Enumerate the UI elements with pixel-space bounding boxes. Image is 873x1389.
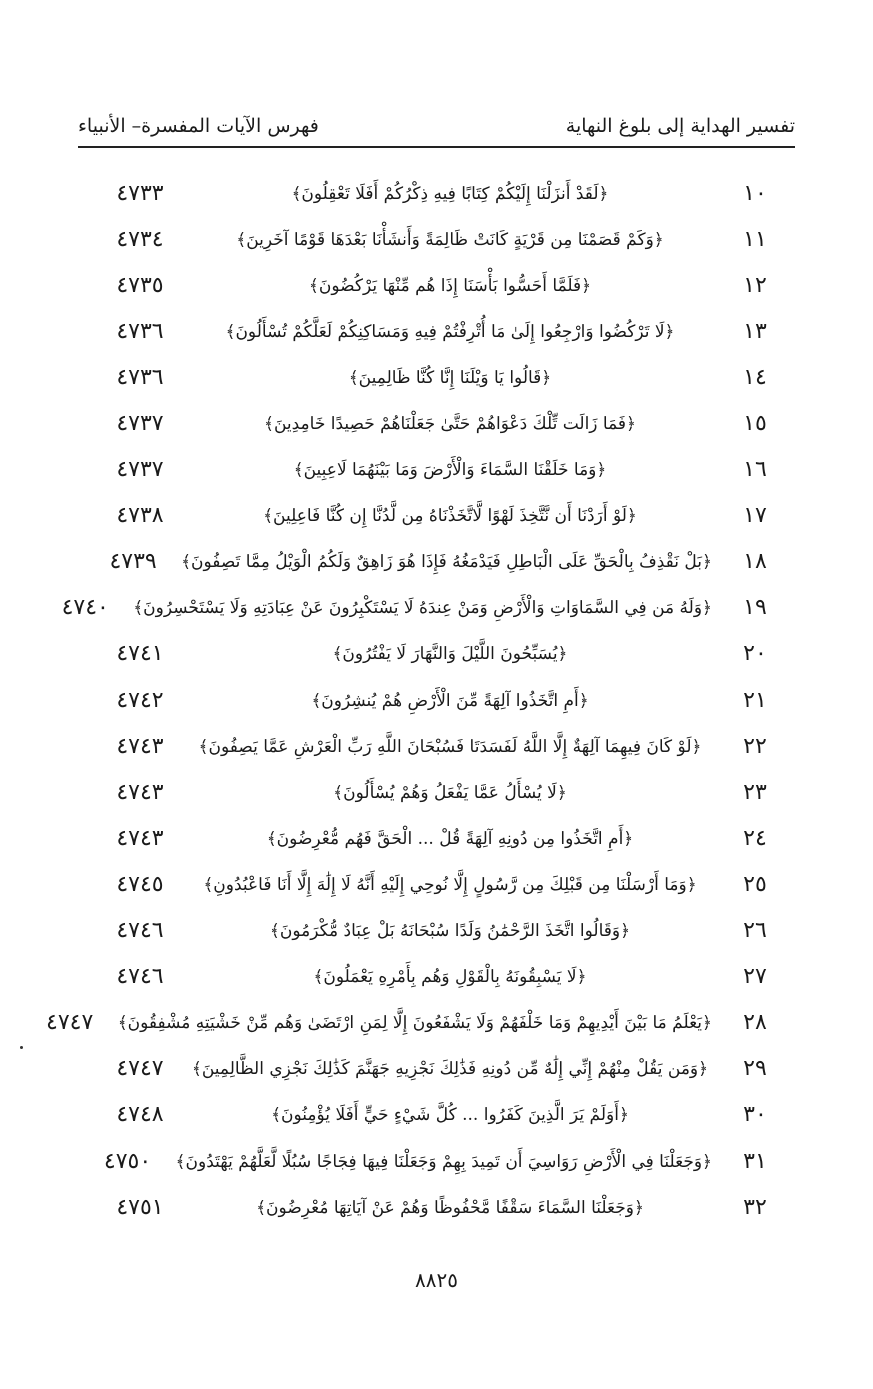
page-number: ٨٨٢٥ [415, 1268, 458, 1292]
verse-text: ﴿وَلَهُ مَن فِي السَّمَاوَاتِ وَالْأَرْضِ وَمَنْ عِندَهُ لَا يَسْتَكْبِرُونَ عَنْ عِبَادَتِهِ وَلَا يَسْتَحْسِرُونَ﴾ [133, 598, 712, 619]
verse-text: ﴿فَلَمَّا أَحَسُّوا بَأْسَنَا إِذَا هُم مِّنْهَا يَرْكُضُونَ﴾ [308, 275, 592, 296]
section-title: فهرس الآيات المفسرة– الأنبياء [78, 115, 319, 137]
verse-text: ﴿يُسَبِّحُونَ اللَّيْلَ وَالنَّهَارَ لَا يَفْتُرُونَ﴾ [332, 644, 568, 665]
page-reference: ٤٧٣٦ [116, 364, 164, 390]
verse-number: ٣٢ [743, 1194, 767, 1220]
verse-number: ٢٠ [743, 641, 767, 667]
page-reference: ٤٧٣٧ [116, 457, 164, 483]
margin-dot [20, 1046, 23, 1049]
index-row [100, 308, 790, 354]
index-row [100, 354, 790, 400]
verse-number: ١٢ [743, 272, 767, 298]
page-reference: ٤٧٤٧ [116, 1056, 164, 1082]
page-reference: ٤٧٤٥ [116, 871, 164, 897]
verse-number: ٢٧ [743, 964, 767, 990]
verse-number: ١٤ [743, 364, 767, 390]
page-reference: ٤٧٣٨ [116, 503, 164, 529]
verse-text: ﴿وَجَعَلْنَا السَّمَاءَ سَقْفًا مَّحْفُوظًا وَهُمْ عَنْ آيَاتِهَا مُعْرِضُونَ﴾ [256, 1197, 644, 1218]
page-reference: ٤٧٣٧ [116, 411, 164, 437]
verse-text: ﴿قَالُوا يَا وَيْلَنَا إِنَّا كُنَّا ظَالِمِينَ﴾ [348, 367, 552, 388]
index-row [100, 723, 790, 769]
page-reference: ٤٧٤٣ [116, 779, 164, 805]
verse-text: ﴿وَقَالُوا اتَّخَذَ الرَّحْمَٰنُ وَلَدًا سُبْحَانَهُ بَلْ عِبَادٌ مُّكْرَمُونَ﴾ [269, 921, 631, 942]
page-reference: ٤٧٤٨ [116, 1102, 164, 1128]
index-row [100, 1092, 790, 1138]
page-reference: ٤٧٣٩ [109, 549, 157, 575]
page-reference: ٤٧٤٢ [116, 687, 164, 713]
page-reference: ٤٧٤٧ [46, 1010, 94, 1036]
verse-number: ٣٠ [743, 1102, 767, 1128]
index-row [100, 954, 790, 1000]
verse-number: ٢١ [743, 687, 767, 713]
index-row [100, 400, 790, 446]
page-reference: ٤٧٣٣ [116, 180, 164, 206]
index-row [100, 539, 790, 585]
verse-number: ٢٩ [743, 1056, 767, 1082]
page-reference: ٤٧٤٣ [116, 733, 164, 759]
verse-text: ﴿وَمَا خَلَقْنَا السَّمَاءَ وَالْأَرْضَ وَمَا بَيْنَهُمَا لَاعِبِينَ﴾ [293, 460, 607, 481]
verse-index-table [46, 170, 790, 1230]
index-row [100, 262, 790, 308]
page-reference: ٤٧٥٠ [103, 1148, 152, 1174]
verse-number: ١٥ [743, 411, 767, 437]
index-row [100, 493, 790, 539]
index-row [100, 1138, 790, 1184]
index-row [100, 861, 790, 907]
verse-text: ﴿لَا تَرْكُضُوا وَارْجِعُوا إِلَىٰ مَا أُتْرِفْتُمْ فِيهِ وَمَسَاكِنِكُمْ لَعَلَّكُمْ تُسْأَلُونَ﴾ [225, 321, 675, 342]
verse-text: ﴿أَمِ اتَّخَذُوا مِن دُونِهِ آلِهَةً قُلْ ... الْحَقَّ فَهُم مُّعْرِضُونَ﴾ [266, 828, 634, 849]
page-reference: ٤٧٥١ [116, 1194, 164, 1220]
header-rule [78, 146, 795, 148]
index-row [100, 170, 790, 216]
index-row [100, 447, 790, 493]
index-row [100, 677, 790, 723]
index-row [100, 1046, 790, 1092]
verse-number: ١٨ [743, 549, 767, 575]
index-row [100, 815, 790, 861]
verse-text: ﴿لَوْ أَرَدْنَا أَن نَّتَّخِذَ لَهْوًا لَّاتَّخَذْنَاهُ مِن لَّدُنَّا إِن كُنَّا فَاعِلِينَ﴾ [263, 506, 637, 527]
verse-number: ١٠ [743, 180, 767, 206]
verse-text: ﴿وَمَا أَرْسَلْنَا مِن قَبْلِكَ مِن رَّسُولٍ إِلَّا نُوحِي إِلَيْهِ أَنَّهُ لَا إِلَٰهَ إِلَّا أَنَا فَاعْبُدُونِ﴾ [203, 874, 697, 895]
verse-number: ٢٤ [743, 825, 767, 851]
index-row [61, 585, 790, 631]
book-title: تفسير الهداية إلى بلوغ النهاية [565, 115, 795, 137]
verse-number: ٢٥ [743, 871, 767, 897]
page-reference: ٤٧٤٦ [116, 918, 164, 944]
verse-number: ١٣ [743, 318, 767, 344]
page-reference: ٤٧٤١ [116, 641, 164, 667]
page-reference: ٤٧٤٦ [116, 964, 164, 990]
verse-number: ١٦ [743, 457, 767, 483]
running-header [78, 108, 795, 144]
page-reference: ٤٧٤٠ [61, 595, 109, 621]
index-row [100, 631, 790, 677]
verse-text: ﴿أَمِ اتَّخَذُوا آلِهَةً مِّنَ الْأَرْضِ هُمْ يُنشِرُونَ﴾ [311, 690, 589, 711]
index-row [100, 908, 790, 954]
verse-text: ﴿لَا يَسْبِقُونَهُ بِالْقَوْلِ وَهُم بِأَمْرِهِ يَعْمَلُونَ﴾ [313, 967, 587, 988]
index-row [100, 769, 790, 815]
verse-number: ٢٢ [743, 733, 767, 759]
page-reference: ٤٧٤٣ [116, 825, 164, 851]
verse-text: ﴿لَقَدْ أَنزَلْنَا إِلَيْكُمْ كِتَابًا فِيهِ ذِكْرُكُمْ أَفَلَا تَعْقِلُونَ﴾ [291, 183, 609, 204]
page-reference: ٤٧٣٥ [116, 272, 164, 298]
verse-text: ﴿لَا يُسْأَلُ عَمَّا يَفْعَلُ وَهُمْ يُسْأَلُونَ﴾ [333, 782, 567, 803]
index-row [100, 216, 790, 262]
verse-number: ٢٨ [743, 1010, 767, 1036]
verse-text: ﴿وَكَمْ قَصَمْنَا مِن قَرْيَةٍ كَانَتْ ظَالِمَةً وَأَنشَأْنَا بَعْدَهَا قَوْمًا آخَرِينَ﴾ [236, 229, 664, 250]
verse-number: ١١ [743, 226, 767, 252]
verse-text: ﴿فَمَا زَالَت تِّلْكَ دَعْوَاهُمْ حَتَّىٰ جَعَلْنَاهُمْ حَصِيدًا خَامِدِينَ﴾ [263, 414, 637, 435]
index-row [100, 1184, 790, 1230]
verse-text: ﴿لَوْ كَانَ فِيهِمَا آلِهَةٌ إِلَّا اللَّهُ لَفَسَدَتَا فَسُبْحَانَ اللَّهِ رَبِّ الْعَرْشِ عَمَّا يَصِفُونَ﴾ [198, 736, 702, 757]
verse-number: ١٩ [743, 595, 767, 621]
verse-number: ٢٣ [743, 779, 767, 805]
verse-number: ٢٦ [743, 918, 767, 944]
index-row [46, 1000, 790, 1046]
page-reference: ٤٧٣٤ [116, 226, 164, 252]
verse-number: ٣١ [743, 1148, 767, 1174]
verse-text: ﴿وَمَن يَقُلْ مِنْهُمْ إِنِّي إِلَٰهٌ مِّن دُونِهِ فَذَٰلِكَ نَجْزِيهِ جَهَنَّمَ كَذَٰلِكَ نَجْزِي الظَّالِمِينَ﴾ [191, 1059, 709, 1080]
verse-number: ١٧ [743, 503, 767, 529]
verse-text: ﴿يَعْلَمُ مَا بَيْنَ أَيْدِيهِمْ وَمَا خَلْفَهُمْ وَلَا يَشْفَعُونَ إِلَّا لِمَنِ ارْتَضَىٰ وَهُم مِّنْ خَشْيَتِهِ مُشْفِقُونَ﴾ [117, 1013, 712, 1034]
verse-text: ﴿أَوَلَمْ يَرَ الَّذِينَ كَفَرُوا ... كُلَّ شَيْءٍ حَيٍّ أَفَلَا يُؤْمِنُونَ﴾ [271, 1105, 629, 1126]
page-reference: ٤٧٣٦ [116, 318, 164, 344]
verse-text: ﴿بَلْ نَقْذِفُ بِالْحَقِّ عَلَى الْبَاطِلِ فَيَدْمَغُهُ فَإِذَا هُوَ زَاهِقٌ وَلَكُمُ الْوَيْلُ مِمَّا تَصِفُونَ﴾ [181, 552, 712, 573]
verse-text: ﴿وَجَعَلْنَا فِي الْأَرْضِ رَوَاسِيَ أَن تَمِيدَ بِهِمْ وَجَعَلْنَا فِيهَا فِجَاجًا سُبُلًا لَّعَلَّهُمْ يَهْتَدُونَ﴾ [175, 1151, 712, 1172]
